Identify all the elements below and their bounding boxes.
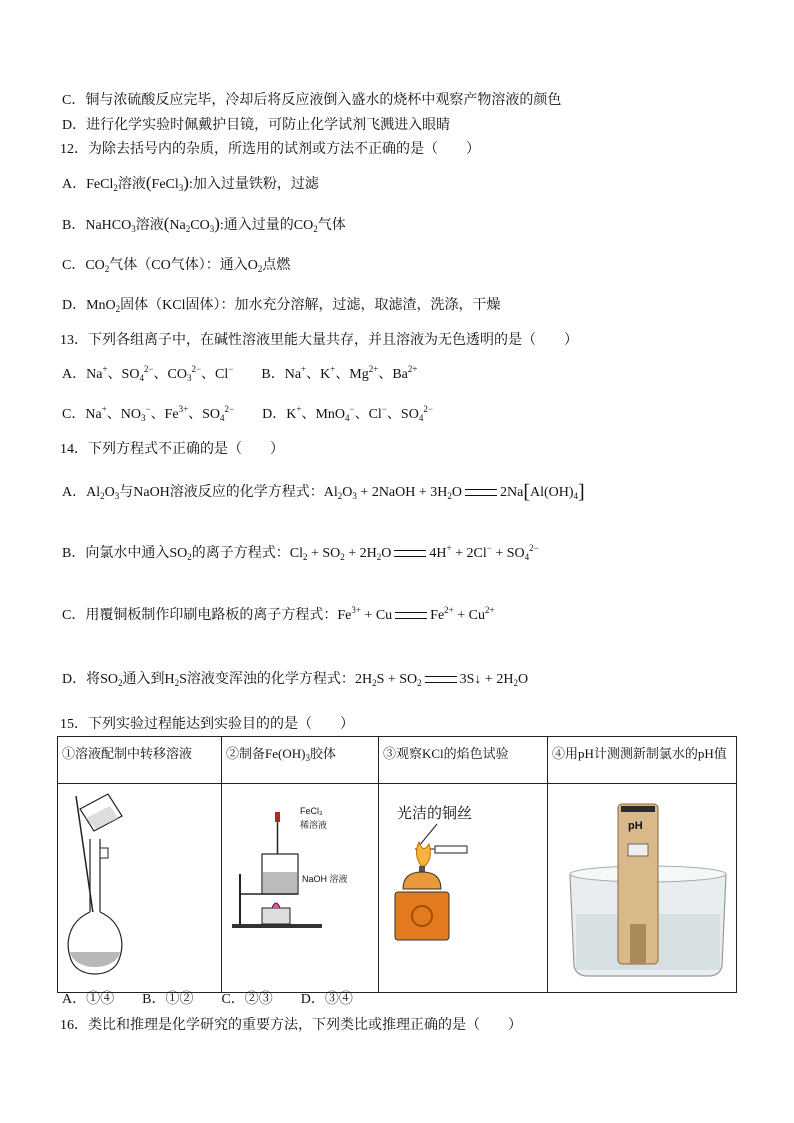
ph-meter-image — [548, 784, 748, 992]
q11-option-c: C．铜与浓硫酸反应完毕，冷却后将反应液倒入盛水的烧杯中观察产物溶液的颜色 — [62, 93, 562, 108]
q16-stem: 16．类比和推理是化学研究的重要方法，下列类比或推理正确的是（ ） — [60, 1018, 522, 1033]
figure-fe-oh3-colloid — [222, 784, 379, 993]
q14-option-a: A．$Al_2O_3$与NaOH溶液反应的化学方程式：$Al_2O_3$ + 2NaOH + $3H_2O$ $2Na[Al(OH)_4]$ — [62, 481, 585, 503]
q13-options-ab: A．Na+、$SO_4^{2-}$、$CO_3^{2-}$、Cl− B．Na+、K+、$Mg^{2+}$、$Ba^{2+}$ — [62, 364, 418, 383]
figure-ph-meter — [548, 784, 737, 993]
naoh-solution-label: NaOH 溶液 — [302, 874, 348, 884]
figure-flame-test — [379, 784, 548, 993]
volumetric-flask-image — [58, 784, 213, 992]
q13-options-cd: C．Na+、$NO_3^-$、$Fe^{3+}$、$SO_4^{2-}$ D．K+、MnO$_4$−、Cl−、$SO_4^{2-}$ — [62, 404, 433, 423]
table-header-3: ③观察KCl的焰色试验 — [379, 737, 548, 784]
q11-option-d: D．进行化学实验时佩戴护目镜，可防止化学试剂飞溅进入眼睛 — [62, 118, 451, 133]
q12-option-a: A．FeCl$_2$溶液(FeCl$_3$):加入过量铁粉，过滤 — [62, 173, 319, 193]
figure-volumetric-flask — [58, 784, 222, 993]
q14-option-b: B．向氯水中通入$SO_2$的离子方程式：$Cl_2 + SO_2 + 2H_2O$ $4H^+ + 2Cl^- + SO_4^{2-}$ — [62, 543, 539, 562]
table-header-1: ①溶液配制中转移溶液 — [58, 737, 222, 784]
q12-option-b: B．NaHCO$_3$溶液$(Na_2CO_3)$:通入过量的$CO_2$气体 — [62, 214, 346, 234]
dilute-solution-label: 稀溶液 — [300, 820, 328, 830]
ph-meter-label: pH — [628, 820, 643, 832]
table-header-2: ②制备$Fe(OH)_3$胶体 — [222, 737, 379, 784]
flame-test-image — [379, 784, 539, 992]
q14-option-c: C．用覆铜板制作印刷电路板的离子方程式：$Fe^{3+} + Cu$ $Fe^{2+} + Cu^{2+}$ — [62, 605, 495, 623]
q13-stem: 13．下列各组离子中，在碱性溶液里能大量共存，并且溶液为无色透明的是（ ） — [60, 333, 578, 348]
copper-wire-label: 光洁的铜丝 — [397, 806, 473, 822]
q12-option-d: D．MnO$_2$固体（KCl固体）：加水充分溶解，过滤，取滤渣，洗涤，干燥 — [62, 298, 501, 314]
table-header-4: ④用pH计测测新制氯水的pH值 — [548, 737, 737, 784]
q12-option-c: C．$CO_2$气体（CO气体）：通入$O_2$点燃 — [62, 258, 291, 274]
experiment-table — [57, 736, 737, 993]
q14-stem: 14．下列方程式不正确的是（ ） — [60, 442, 284, 457]
colloid-apparatus-image — [222, 784, 370, 992]
q15-stem: 15．下列实验过程能达到实验目的的是（ ） — [60, 717, 354, 732]
q14-option-d: D．将$SO_2$通入到$H_2S$溶液变浑浊的化学方程式：$2H_2S + SO_2$ 3S↓ + $2H_2O$ — [62, 672, 529, 688]
fecl3-label: FeCl₃ — [300, 806, 323, 816]
q15-options: A．①④ B．①② C．②③ D．③④ — [62, 992, 353, 1007]
q12-stem: 12．为除去括号内的杂质，所选用的试剂或方法不正确的是（ ） — [60, 142, 480, 157]
